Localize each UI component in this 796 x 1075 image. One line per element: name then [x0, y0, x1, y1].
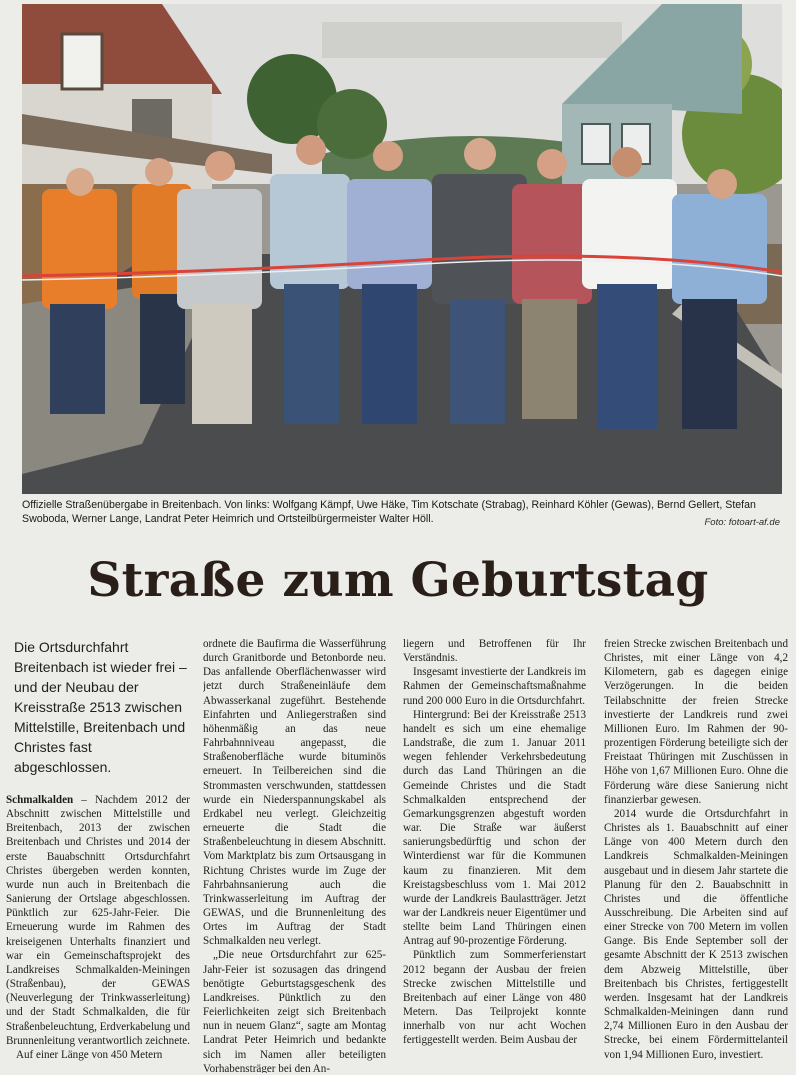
article-paragraph: Schmalkalden – Nachdem 2012 der Abschnitt zwischen Mittelstille und Breitenbach, 2013 der zwischen Breitenbach und Christes und 2014 der erste Bauabschnitt Ortsdurchfahrt Christes übergeben werden konnten, wurde nun auch in Breitenbach die Sanierung der Ortslage abgeschlossen. Pünktlich zur 625-Jahr-Feier. Die Erneuerung wurde im Rahmen des kreiseigenen Unterhalts finanziert und war ein Gemeinschaftsprojekt des Landkreises Schmalkalden-Meiningen (Straßenbau), der GEWAS (Neuverlegung der Trinkwasserleitung) und der Stadt Schmalkalden, die für Straßenbeleuchtung, Erdverkabelung und Brunnenleitung verantwortlich zeichnete. — [6, 794, 190, 1047]
photo-caption: Offizielle Straßenübergabe in Breitenbach. Von links: Wolfgang Kämpf, Uwe Häke, Tim Kotschate (Strabag), Reinhard Köhler (Gewas), Bernd Gellert, Stefan Swoboda, Werner Lange, Landrat Peter Heimrich und Ortsteilbürgermeister Walter Höll. — [22, 499, 756, 525]
article-paragraph: Auf einer Länge von 450 Metern — [16, 1048, 163, 1061]
article-paragraph: ordnete die Baufirma die Wasserführung durch Granitborde und Betonborde neu. Das anfallende Oberflächenwasser wird jetzt durch Straßeneinläufe dem Abwasserkanal zugeführt. Bestehende Einfahrten und Anliegerstraßen sind höhenmäßig an das neue Fahrbahnniveau angepasst, die Straßenoberfläche wurde bituminös erneuert. In Teilbereichen sind die Strommasten verschwunden, stattdessen wurde ein Niederspannungskabel als Erdkabel neu verlegt. Gleichzeitig erneuerte die Stadt die Straßenbeleuchtung in diesem Abschnitt. Vom Marktplatz bis zum Ortsausgang in Richtung Christes wurde im Zuge der Fahrbahnsanierung auch die Trinkwasserleitung im Auftrag der GEWAS, und die Brunnenleitung des Ortes im Auftrag der Stadt Schmalkalden neu verlegt. — [203, 638, 386, 948]
ribbon-cutting-photo — [22, 4, 782, 494]
article-column-2 — [203, 637, 386, 1073]
photo-credit: Foto: fotoart-af.de — [704, 517, 780, 528]
article-column-1 — [6, 793, 190, 1073]
article-paragraph: freien Strecke zwischen Breitenbach und Christes, mit einer Länge von 4,2 Kilometern, gab es dagegen einige Verzögerungen. In die beiden Teilabschnitte der freien Strecke investierte der Landkreis rund zwei Millionen Euro. Im Rahmen der 90-prozentigen Förderung beteiligte sich der Freistaat Thüringen mit Zuschüssen in Höhe von 1,67 Millionen Euro. Ohne die Förderung wäre diese Sanierung nicht finanzierbar gewesen. — [604, 638, 788, 806]
article-paragraph: Hintergrund: Bei der Kreisstraße 2513 handelt es sich um eine ehemalige Landstraße, die zum 1. Januar 2011 wegen fehlender Verkehrsbedeutung durch das Land Thüringen an die Gemeinde Christes und die Stadt Schmalkalden entsprechend der Gemarkungsgrenzen abgestuft worden war. Die Straße war äußerst sanierungsbedürftig und schon der Winterdienst war für die Kommunen kaum zu finanzieren. Mit dem Kreistagsbeschluss vom 1. Mai 2012 wurde der Landkreis Baulastträger. Jetzt war der Landkreis neuer Eigentümer und stellte beim Land Thüringen einen Antrag auf 90-prozentige Förderung. — [403, 708, 586, 948]
news-photo — [22, 4, 782, 494]
article-paragraph: 2014 wurde die Ortsdurchfahrt in Christes als 1. Bauabschnitt auf einer Länge von 400 Metern durch den Landkreis Schmalkalden-Meiningen ausgebaut und in diesem Jahr startete die Planung für den 2. Bauabschnitt in Christes und die öffentliche Ausschreibung. Die Arbeiten sind auf einer Strecke von 700 Metern im vollen Gange. Bis Ende September soll der gesamte Abschnitt der K 2513 zwischen dem Abzweig Mittelstille, über Breitenbach bis Christes, fertiggestellt werden. Insgesamt hat der Landkreis Schmalkalden-Meiningen dann rund 2,74 Millionen Euro in den Ausbau der Strecke, bei einem Fördermittelanteil von 1,94 Millionen Euro, investiert. — [604, 807, 788, 1061]
article-paragraph: liegern und Betroffenen für Ihr Verständnis. — [403, 638, 586, 665]
article-paragraph: Insgesamt investierte der Landkreis im Rahmen der Gemeinschaftsmaßnahme rund 200 000 Euro in die Ortsdurchfahrt. — [403, 666, 586, 707]
article-column-3 — [403, 637, 586, 1073]
article-lede: Die Ortsdurchfahrt Breitenbach ist wieder frei – und der Neubau der Kreisstraße 2513 zwischen Mittelstille, Breitenbach und Christes fast abgeschlossen. — [14, 639, 187, 775]
article-headline: Straße zum Geburtstag — [87, 553, 709, 608]
article-paragraph: Pünktlich zum Sommerferienstart 2012 begann der Ausbau der freien Strecke zwischen Mittelstille und Breitenbach auf einer Länge von 480 Metern. Das Teilprojekt konnte innerhalb von nur acht Wochen fertiggestellt werden. Beim Ausbau der — [403, 949, 586, 1047]
article-column-4 — [604, 637, 788, 1073]
article-paragraph: „Die neue Ortsdurchfahrt zur 625-Jahr-Feier ist sozusagen das dringend benötigte Geburtstagsgeschenk des Landkreises. Pünktlich zu den Feierlichkeiten zeigt sich Breitenbach nun in neuem Glanz“, sagte am Montag Landrat Peter Heimrich und bedankte sich im Namen aller beteiligten Vorhabensträger bei den An- — [203, 949, 386, 1073]
dateline: Schmalkalden — [6, 794, 74, 806]
